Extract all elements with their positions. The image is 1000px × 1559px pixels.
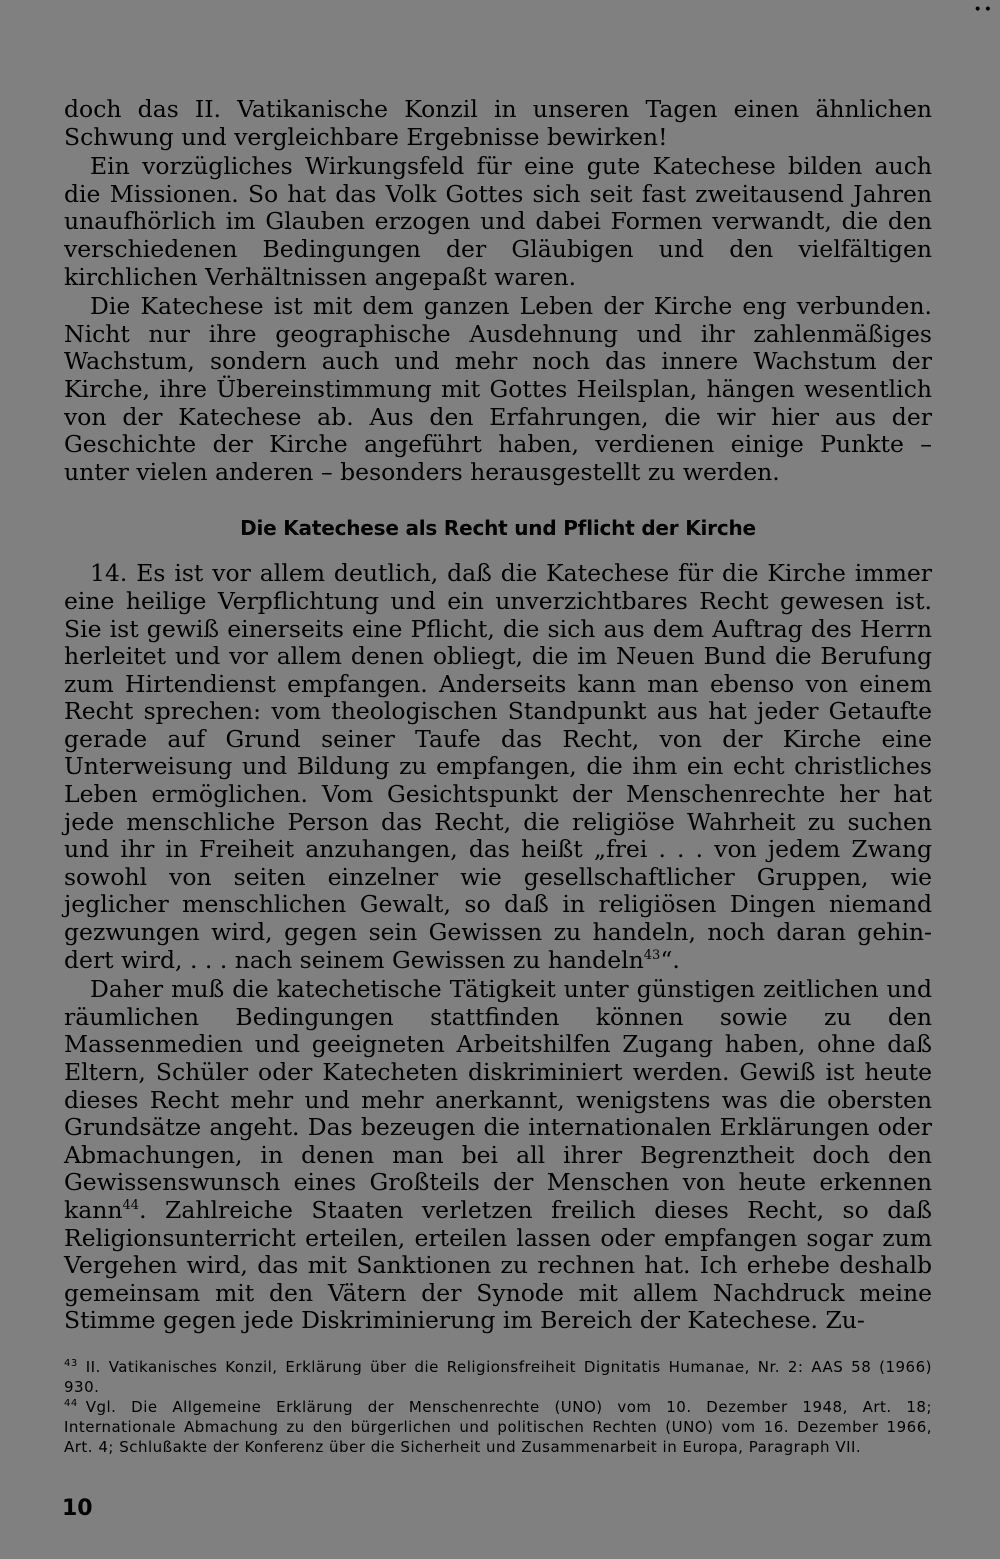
page-number: 10: [62, 1496, 93, 1521]
footnote-text: II. Vatikanisches Konzil, Erklärung über die Religionsfreiheit Dignitatis Humanae, Nr. 2: AAS 58 (1966) 930.: [64, 1357, 932, 1396]
footnotes: [64, 1357, 932, 1457]
footnote-ref-43[interactable]: 43: [643, 947, 661, 963]
paragraph-daher: [64, 976, 932, 1335]
scan-corner-mark: ••: [973, 2, 994, 18]
paragraph-14-text: 14. Es ist vor allem deutlich, daß die Katechese für die Kirche immer eine heilige Verpflichtung und ein unverzichtbares Recht gewesen ist. Sie ist gewiß einerseits eine Pflicht, die sich aus dem Auftrag des Herrn herleitet und vor allem denen obliegt, die im Neuen Bund die Berufung zum Hirtendienst empfangen. Anderseits kann man ebenso von einem Recht sprechen: vom theologischen Standpunkt aus hat jeder Getaufte gerade auf Grund seiner Taufe das Recht, von der Kirche eine Unterweisung und Bildung zu empfangen, die ihm ein echt christliches Leben ermöglichen. Vom Gesichtspunkt der Menschenrechte her hat jede menschliche Person das Recht, die religiöse Wahrheit zu suchen und ihr in Freiheit anzuhangen, das heißt „frei . . . von jedem Zwang sowohl von seiten einzelner wie gesellschaftlicher Gruppen, wie jeglicher menschlichen Gewalt, so daß in religiösen Dingen niemand gezwungen wird, gegen sein Gewissen zu handeln, noch daran gehindert wird, . . . nach seinem Gewissen zu handeln: [64, 559, 932, 974]
page-body: [64, 96, 932, 1457]
footnote-mark: 43: [64, 1357, 78, 1369]
paragraph-14-tail: “.: [660, 945, 680, 974]
paragraph-missions: Ein vorzügliches Wirkungsfeld für eine gute Katechese bilden auch die Missionen. So hat das Volk Gottes sich seit fast zweitausend Jahren unaufhörlich im Glauben erzogen und dabei Formen verwandt, die den verschiedenen Bedingungen der Gläubigen und den vielfältigen kirchlichen Verhältnissen angepaßt waren.: [64, 152, 932, 291]
section-heading: Die Katechese als Recht und Pflicht der Kirche: [240, 516, 756, 541]
footnote-43: [64, 1357, 932, 1397]
footnote-text: Vgl. Die Allgemeine Erklärung der Menschenrechte (UNO) vom 10. Dezember 1948, Art. 18; Internationale Abmachung zu den bürgerlichen und politischen Rechten (UNO) vom 16. Dezember 1966, Art. 4; Schlußakte der Konferenz über die Sicherheit und Zusammenarbeit in Europa, Paragraph VII.: [64, 1397, 932, 1456]
footnote-44: [64, 1397, 932, 1457]
paragraph-daher-tail: . Zahlreiche Staaten verletzen freilich dieses Recht, so daß Religionsunterricht erteilen, erteilen lassen oder empfangen sogar zum Vergehen wird, das mit Sanktionen zu rechnen hat. Ich erhebe deshalb gemeinsam mit den Vätern der Synode mit allem Nachdruck meine Stimme gegen jede Diskriminierung im Bereich der Katechese. Zu-: [64, 1195, 932, 1335]
paragraph-daher-text: Daher muß die katechetische Tätigkeit unter günstigen zeitlichen und räumlichen Bedingungen stattfinden können sowie zu den Massenmedien und geeigneten Arbeitshilfen Zugang haben, ohne daß Eltern, Schüler oder Katecheten diskriminiert werden. Gewiß ist heute dieses Recht mehr und mehr anerkannt, wenigstens was die obersten Grundsätze angeht. Das bezeugen die internationalen Erklärungen oder Abmachungen, in denen man bei all ihrer Begrenztheit doch den Gewissenswunsch eines Großteils der Menschen von heute erkennen kann: [64, 975, 932, 1224]
paragraph-continuation: doch das II. Vatikanische Konzil in unseren Tagen einen ähnlichen Schwung und vergleichbare Ergebnisse bewirken!: [64, 95, 932, 151]
footnote-mark: 44: [64, 1397, 78, 1409]
footnote-ref-44[interactable]: 44: [122, 1198, 140, 1214]
paragraph-church-life: Die Katechese ist mit dem ganzen Leben der Kirche eng verbunden. Nicht nur ihre geographische Ausdehnung und ihr zahlenmäßiges Wachstum, sondern auch und mehr noch das innere Wachstum der Kirche, ihre Übereinstimmung mit Gottes Heilsplan, hängen wesentlich von der Katechese ab. Aus den Erfahrungen, die wir hier aus der Geschichte der Kirche angeführt haben, verdienen einige Punkte – unter vielen anderen – besonders herausgestellt zu werden.: [64, 292, 932, 486]
paragraph-14: [64, 560, 932, 974]
